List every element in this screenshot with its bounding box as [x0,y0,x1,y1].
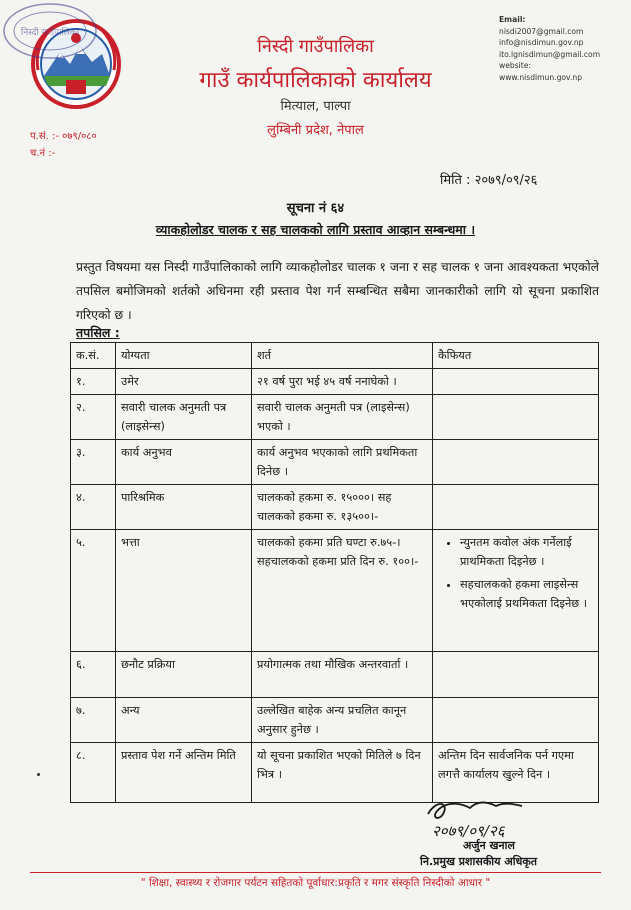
cell-sn: ७. [71,698,116,743]
cell-sn: १. [71,369,116,395]
cell-condition: चालकको हकमा प्रति घण्टा रु.७५-। सहचालकको हकमा प्रति दिन रु. १००।- [252,530,433,652]
stamp-text: निस्दी गाउँपालिका [20,28,80,38]
email-1: nisdi2007@gmail.com [499,26,584,36]
cell-remarks [433,395,599,440]
table-row [71,395,599,440]
remark-bullet: • सहचालकको हकमा लाइसेन्स भएकोलाई प्रथमिकता दिइनेछ । [460,575,593,613]
cell-qualification: कार्य अनुभव [116,440,252,485]
office-name: गाउँ कार्यपालिकाको कार्यालय [199,68,432,93]
cell-remarks: अन्तिम दिन सार्वजनिक पर्न गएमा लगत्तै कार्यालय खुल्ने दिन । [433,743,599,803]
remarks-list [438,533,593,613]
website-label: website: [499,61,531,70]
table-row [71,698,599,743]
cell-qualification: प्रस्ताव पेश गर्ने अन्तिम मिति [116,743,252,803]
email-2: info@nisdimun.gov.np [499,38,584,47]
remark-bullet: • न्युनतम कवोल अंक गर्नेलाई प्राथमिकता दिइनेछ । [460,533,593,571]
cell-remarks [433,440,599,485]
col-header-condition: शर्त [252,343,433,369]
table-row [71,530,599,652]
contact-block [499,14,627,83]
col-header-sn: क.सं. [71,343,116,369]
office-stamp-icon [0,0,100,62]
footer-divider [30,872,601,873]
cell-sn: ५. [71,530,116,652]
footer-slogan: " शिक्षा, स्वास्थ्य र रोजगार पर्यटन सहितको पूर्वाधार:प्रकृति र मगर संस्कृति निस्दीको आधार " [140,877,491,889]
cell-qualification: छनौट प्रक्रिया [116,652,252,698]
notice-date: मिति : २०७९/०९/२६ [440,173,538,188]
col-header-qualification: योग्यता [116,343,252,369]
cell-remarks [433,485,599,530]
table-row [71,652,599,698]
cell-sn: ३. [71,440,116,485]
notice-subject: व्याकहोलोडर चालक र सह चालकको लागि प्रस्ताव आव्हान सम्बन्धमा । [155,222,476,237]
cell-condition: प्रयोगात्मक तथा मौखिक अन्तरवार्ता । [252,652,433,698]
cell-condition: यो सूचना प्रकाशित भएको मितिले ७ दिन भित्र । [252,743,433,803]
schedule-label: तपसिल : [76,325,120,340]
table-header-row [71,343,599,369]
website: www.nisdimun.gov.np [499,72,583,82]
schedule-table [70,342,599,803]
notice-body: प्रस्तुत विषयमा यस निस्दी गाउँपालिकाको लागि व्याकहोलोडर चालक १ जना र सह चालक १ जना आवश्यकता भएकोले तपसिल बमोजिमको शर्तको अधिनमा रही प्रस्ताव पेश गर्न सम्बन्धित सबैमा जानकारीको लागि यो सूचना प्रकाशित गरिएको छ । [76,260,599,322]
cell-condition: चालकको हकमा रु. १५०००। सह चालकको हकमा रु. १३५००।- [252,485,433,530]
letter-number: प.सं. :- ०७९/०८० [30,131,97,142]
cell-remarks [433,698,599,743]
cell-sn: ४. [71,485,116,530]
margin-dot [37,773,40,776]
table-row [71,440,599,485]
office-location: मित्याल, पाल्पा [280,99,351,114]
cell-condition: २१ वर्ष पुरा भई ४५ वर्ष ननाघेको । [252,369,433,395]
notice-number: सूचना नं ६४ [286,201,345,216]
signatory-name: अर्जुन खनाल [463,839,515,852]
handwritten-signature-icon [418,792,558,842]
cell-qualification: अन्य [116,698,252,743]
cell-condition: सवारी चालक अनुमती पत्र (लाइसेन्स) भएको । [252,395,433,440]
cell-remarks [433,530,599,652]
table-row [71,369,599,395]
email-3: ito.lgnisdimun@gmail.com [499,49,601,59]
col-header-remarks: कैफियत [433,343,599,369]
cell-remarks [433,652,599,698]
cell-qualification: भत्ता [116,530,252,652]
province-country: लुम्बिनी प्रदेश, नेपाल [267,123,364,138]
cell-qualification: सवारी चालक अनुमती पत्र (लाइसेन्स) [116,395,252,440]
cell-sn: ८. [71,743,116,803]
cell-sn: ६. [71,652,116,698]
cell-condition: कार्य अनुभव भएकाको लागि प्रथमिकता दिनेछ । [252,440,433,485]
dispatch-number: च.नं :- [30,148,56,159]
cell-qualification: पारिश्रमिक [116,485,252,530]
table-row [71,485,599,530]
cell-qualification: उमेर [116,369,252,395]
signatory-title: नि.प्रमुख प्रशासकीय अधिकृत [420,855,538,868]
cell-remarks [433,369,599,395]
email-label: Email: [499,15,526,24]
signature-date: २०७९/०९/२६ [432,822,505,840]
cell-sn: २. [71,395,116,440]
municipality-name: निस्दी गाउँपालिका [257,36,374,57]
cell-condition: उल्लेखित बाहेक अन्य प्रचलित कानून अनुसार हुनेछ । [252,698,433,743]
